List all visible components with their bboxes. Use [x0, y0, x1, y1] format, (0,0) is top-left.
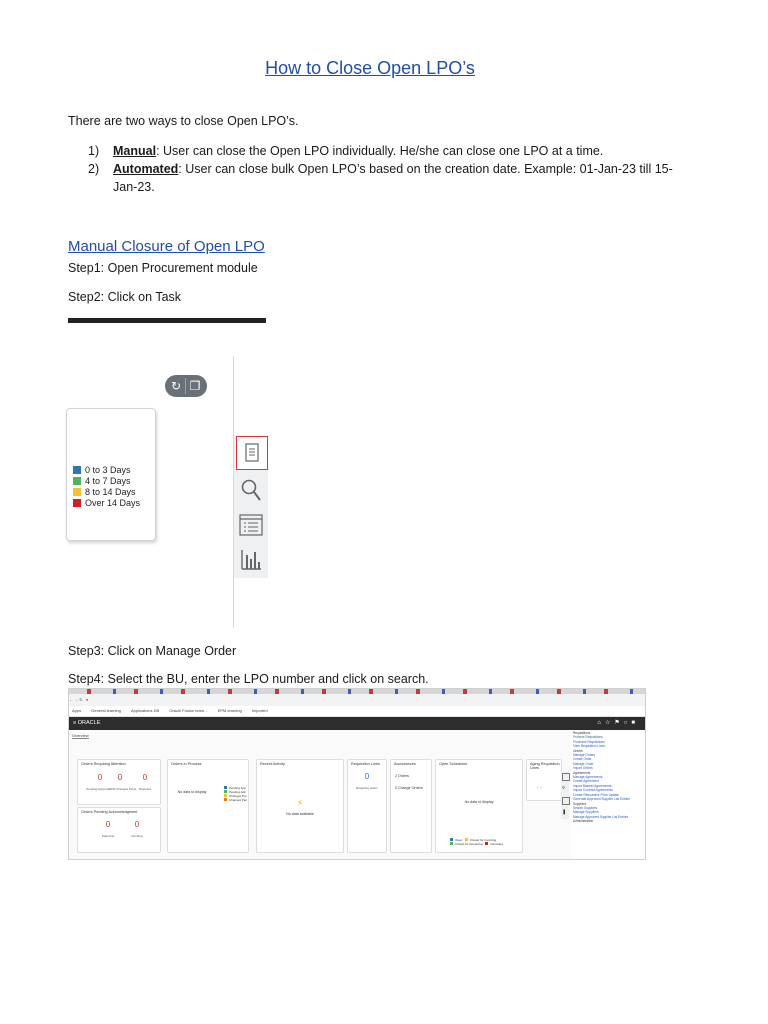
- panel-link[interactable]: Manage Approved Supplier List Entries: [573, 814, 629, 819]
- legend-label: Changes Pen: [229, 798, 248, 802]
- aging-legend: [73, 465, 140, 509]
- tile-empty-text: No data to display: [464, 800, 494, 804]
- panel-link[interactable]: Import Orders: [573, 766, 593, 771]
- tile-label: With Changes Pend.: [109, 787, 137, 791]
- bookmark-item[interactable]: Applications DB: [130, 708, 160, 713]
- task-panel-screenshot: [68, 356, 268, 628]
- tile-count[interactable]: 0: [105, 820, 111, 829]
- panel-link[interactable]: Process Requisitions: [573, 735, 603, 740]
- procurement-screenshot: [68, 688, 646, 860]
- panel-link[interactable]: Import Contract Agreements: [573, 788, 613, 793]
- address-bar[interactable]: ← → ↻ ●: [69, 694, 645, 707]
- panel-link[interactable]: Search Suppliers: [573, 805, 598, 810]
- tasks-button[interactable]: [236, 436, 268, 470]
- legend-label: 0 to 3 Days: [85, 465, 131, 475]
- acceptances-tile[interactable]: [390, 759, 432, 853]
- list-number: 1): [88, 144, 100, 158]
- orders-in-process-tile[interactable]: [167, 759, 249, 853]
- section-heading: Manual Closure of Open LPO: [68, 238, 265, 255]
- panel-link[interactable]: Manage Orders: [573, 753, 596, 758]
- legend-label: 8 to 14 Days: [85, 487, 136, 497]
- bookmark-item[interactable]: Imported: [251, 708, 268, 713]
- legend-label: Closed for Receiving: [455, 842, 483, 846]
- legend-label: Open: [455, 838, 463, 842]
- legend-swatch: [73, 488, 81, 496]
- screenshot-divider: [68, 318, 266, 323]
- tile-count[interactable]: 0: [117, 773, 123, 782]
- panel-link[interactable]: Create Retroactive Price Update: [573, 792, 619, 797]
- refresh-icon[interactable]: ↻: [170, 379, 182, 393]
- search-button[interactable]: [238, 476, 264, 502]
- panel-link[interactable]: Manage Agreements: [573, 775, 603, 780]
- list-text: : User can close the Open LPO individually. He/she can close one LPO at a time.: [156, 144, 604, 158]
- panel-heading: Orders: [573, 748, 583, 753]
- search-icon: [238, 476, 264, 504]
- tile-title: Orders Requiring Attention: [81, 762, 126, 766]
- legend-label: Pending App: [229, 786, 247, 790]
- legend-label: Over 14 Days: [85, 498, 141, 508]
- bookmark-item[interactable]: EPM learning: [217, 708, 242, 713]
- step3-text: Step3: Click on Manage Order: [68, 644, 237, 658]
- bookmark-item[interactable]: General learning: [91, 708, 121, 713]
- panel-link[interactable]: View Requisition Lines: [573, 744, 606, 749]
- legend-item: [73, 498, 140, 509]
- panel-heading: Administration: [573, 819, 594, 824]
- panel-link[interactable]: Generate Approved Supplier List Entries: [573, 797, 630, 802]
- pill-separator: [185, 378, 186, 394]
- list-item: [88, 160, 688, 196]
- list-button[interactable]: [238, 511, 264, 537]
- search-icon[interactable]: ⚲: [562, 785, 565, 790]
- report-icon[interactable]: ▐: [562, 809, 565, 814]
- page-title: How to Close Open LPO’s: [265, 58, 475, 78]
- ways-list: [88, 142, 688, 196]
- side-toolbar: [234, 436, 268, 578]
- list-term: Automated: [113, 162, 179, 176]
- list-term: Manual: [113, 144, 157, 158]
- legend-label: Canceled: [490, 842, 503, 846]
- overview-tab[interactable]: Overview: [72, 733, 89, 738]
- orders-requiring-attention-tile[interactable]: [77, 759, 161, 805]
- tasks-panel: [571, 731, 646, 859]
- tile-title: Orders in Process: [171, 762, 202, 766]
- tile-label: Requiring action: [356, 786, 378, 790]
- step1-text: Step1: Open Procurement module: [68, 261, 258, 275]
- panel-link[interactable]: Create Order: [573, 757, 592, 762]
- tasks-icon: [237, 437, 267, 469]
- tile-label: Rejected: [139, 787, 151, 791]
- task-toolbar: [561, 771, 569, 819]
- panel-heading: Suppliers: [573, 801, 587, 806]
- chart-card: [66, 408, 156, 541]
- intro-text: There are two ways to close Open LPO’s.: [68, 114, 299, 128]
- tile-empty-text: No data to display: [177, 790, 207, 794]
- report-icon: [238, 546, 264, 574]
- oracle-header: [69, 717, 645, 730]
- lightning-icon: ⚡: [296, 798, 304, 808]
- tile-title: Aging Requisition Lines: [530, 762, 560, 770]
- tile-title: Recent Activity: [260, 762, 285, 766]
- tasks-icon[interactable]: [562, 773, 570, 781]
- open-schedules-tile[interactable]: [435, 759, 523, 853]
- tile-count[interactable]: 0: [364, 772, 370, 781]
- list-icon: [238, 511, 264, 539]
- oracle-logo[interactable]: ≡ ORACLE: [73, 720, 101, 726]
- list-icon[interactable]: [562, 797, 570, 805]
- step4-text: Step4: Select the BU, enter the LPO number and click on search.: [68, 672, 429, 686]
- step2-text: Step2: Click on Task: [68, 290, 182, 304]
- orders-pending-ack-tile[interactable]: [77, 807, 161, 853]
- tile-count[interactable]: 0: [134, 820, 140, 829]
- tile-legend: [224, 786, 247, 802]
- legend-swatch: [73, 477, 81, 485]
- logo-text: ORACLE: [77, 720, 101, 726]
- panel-link[interactable]: Create Agreement: [573, 779, 599, 784]
- panel-link[interactable]: Manage Order: [573, 761, 594, 766]
- tile-label: Past Due: [101, 834, 115, 838]
- legend-swatch: [73, 499, 81, 507]
- bookmark-item[interactable]: Oracle Fusion learn...: [169, 708, 208, 713]
- legend-label: 4 to 7 Days: [85, 476, 131, 486]
- tile-title: Open Schedules: [439, 762, 468, 766]
- panel-heading: Agreements: [573, 770, 591, 775]
- bookmark-item[interactable]: Apps: [72, 708, 82, 713]
- requisition-lines-tile[interactable]: [347, 759, 387, 853]
- acceptance-item[interactable]: 0 Change Orders: [395, 786, 423, 790]
- legend-label: Changes Pro: [229, 794, 247, 798]
- legend-item: [73, 465, 140, 476]
- tile-empty-text: No data available: [286, 812, 314, 816]
- list-item: [88, 142, 688, 160]
- acceptance-item[interactable]: 2 Orders: [395, 774, 409, 778]
- aging-requisition-tile[interactable]: [526, 759, 562, 801]
- legend-item: [73, 487, 140, 498]
- pager-arrows[interactable]: ‹ ›: [537, 785, 542, 789]
- view-toggle[interactable]: [165, 375, 207, 397]
- legend-label: Pending Ack: [229, 790, 246, 794]
- panel-link[interactable]: Import Blanket Agreements: [573, 783, 612, 788]
- panel-heading: Requisitions: [573, 731, 591, 735]
- tile-label: Pending Approval: [86, 787, 110, 791]
- panel-link[interactable]: Manage Suppliers: [573, 810, 599, 815]
- copy-icon[interactable]: ❐: [189, 379, 201, 393]
- panel-link[interactable]: Purchase Requisitions: [573, 739, 605, 744]
- tile-legend: [450, 838, 503, 846]
- legend-label: Closed for Invoicing: [469, 838, 497, 842]
- tile-title: Orders Pending Acknowledgment: [81, 810, 138, 814]
- tile-count[interactable]: 0: [142, 773, 148, 782]
- header-icons[interactable]: ⌂☆⚑○■: [597, 720, 639, 726]
- legend-swatch: [73, 466, 81, 474]
- recent-activity-tile[interactable]: [256, 759, 344, 853]
- bookmarks-bar: [69, 706, 645, 717]
- tile-title: Requisition Lines: [351, 762, 380, 766]
- list-number: 2): [88, 162, 100, 176]
- legend-item: [73, 476, 140, 487]
- tile-label: Pending: [131, 834, 143, 838]
- tile-count[interactable]: 0: [97, 773, 103, 782]
- list-text: : User can close bulk Open LPO’s based on the creation date. Example: 01-Jan-23 till 15-Jan-23.: [113, 162, 673, 194]
- report-button[interactable]: [238, 546, 264, 572]
- tile-title: Acceptances: [394, 762, 416, 766]
